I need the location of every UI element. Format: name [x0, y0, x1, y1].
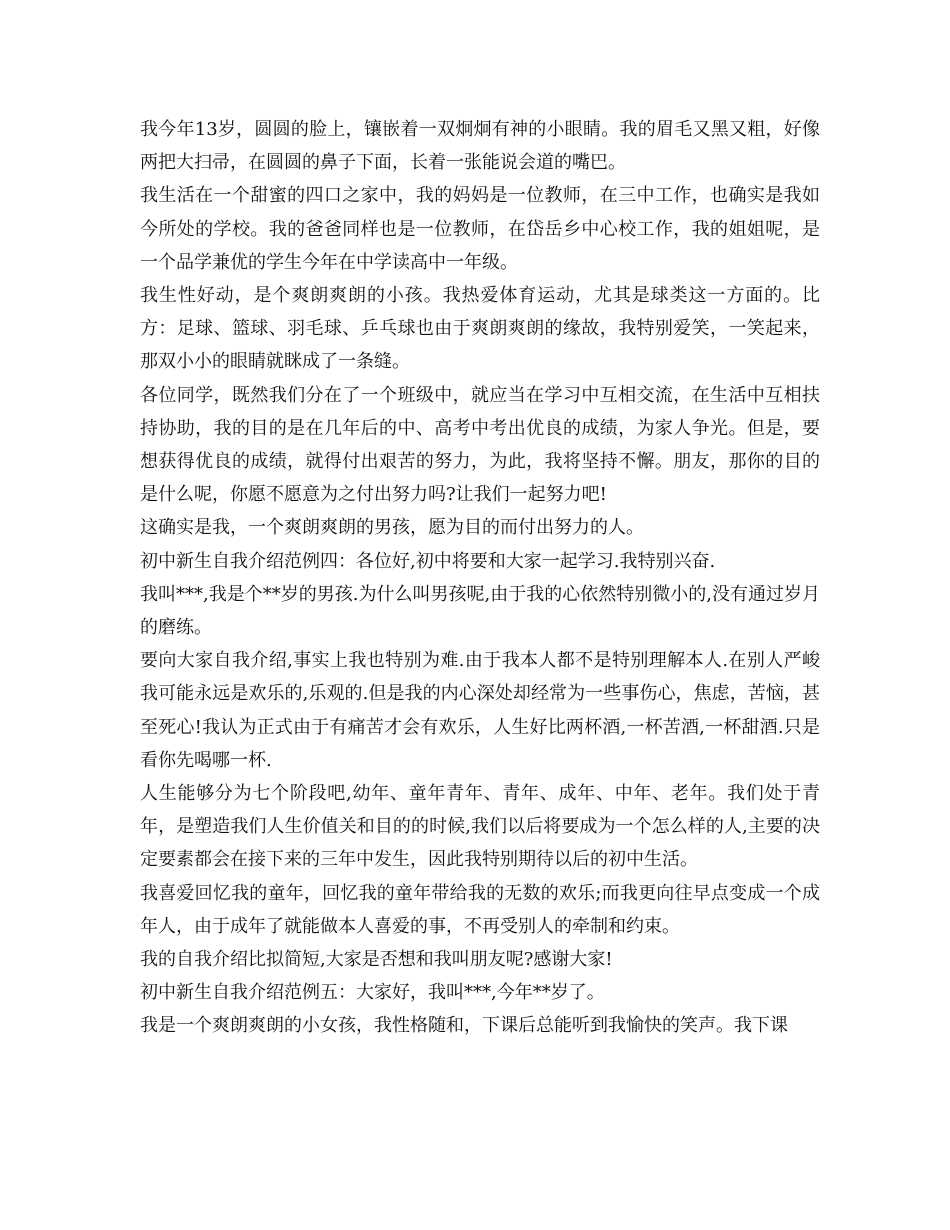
paragraph-1: 我今年13岁，圆圆的脸上，镶嵌着一双炯炯有神的小眼睛。我的眉毛又黑又粗，好像两把大扫帚，在圆圆的鼻子下面，长着一张能说会道的嘴巴。	[140, 119, 820, 174]
paragraph-11: 我的自我介绍比拟简短,大家是否想和我叫朋友呢?感谢大家!	[140, 949, 613, 971]
paragraph-2: 我生活在一个甜蜜的四口之家中，我的妈妈是一位教师，在三中工作，也确实是我如今所处的学校。我的爸爸同样也是一位教师，在岱岳乡中心校工作，我的姐姐呢，是一个品学兼优的学生今年在中学读高中一年级。	[140, 185, 820, 273]
paragraph-12: 初中新生自我介绍范例五：大家好，我叫***,今年**岁了。	[140, 982, 605, 1004]
paragraph-4: 各位同学，既然我们分在了一个班级中，就应当在学习中互相交流，在生活中互相扶持协助，我的目的是在几年后的中、高考中考出优良的成绩，为家人争光。但是，要想获得优良的成绩，就得付出艰苦的努力，为此，我将坚持不懈。朋友，那你的目的是什么呢，你愿不愿意为之付出努力吗?让我们一起努力吧!	[140, 384, 820, 506]
paragraph-9: 人生能够分为七个阶段吧,幼年、童年青年、青年、成年、中年、老年。我们处于青年，是塑造我们人生价值关和目的的时候,我们以后将要成为一个怎么样的人,主要的决定要素都会在接下来的三年中发生，因此我特别期待以后的初中生活。	[140, 783, 820, 871]
paragraph-3: 我生性好动，是个爽朗爽朗的小孩。我热爱体育运动，尤其是球类这一方面的。比方：足球、篮球、羽毛球、乒乓球也由于爽朗爽朗的缘故，我特别爱笑，一笑起来，那双小小的眼睛就眯成了一条缝。	[140, 285, 820, 373]
document-body	[140, 113, 820, 1043]
paragraph-7: 我叫***,我是个**岁的男孩.为什么叫男孩呢,由于我的心依然特别微小的,没有通过岁月的磨练。	[140, 583, 820, 639]
paragraph-6: 初中新生自我介绍范例四：各位好,初中将要和大家一起学习.我特别兴奋.	[140, 550, 716, 572]
paragraph-10: 我喜爱回忆我的童年，回忆我的童年带给我的无数的欢乐;而我更向往早点变成一个成年人，由于成年了就能做本人喜爱的事，不再受别人的牵制和约束。	[140, 882, 820, 937]
paragraph-13: 我是一个爽朗爽朗的小女孩，我性格随和，下课后总能听到我愉快的笑声。我下课	[140, 1015, 788, 1037]
paragraph-8: 要向大家自我介绍,事实上我也特别为难.由于我本人都不是特别理解本人.在别人严峻我可能永远是欢乐的,乐观的.但是我的内心深处却经常为一些事伤心，焦虑，苦恼，甚至死心!我认为正式由于有痛苦才会有欢乐，人生好比两杯酒,一杯苦酒,一杯甜酒.只是看你先喝哪一杯.	[140, 650, 820, 771]
paragraph-5: 这确实是我，一个爽朗爽朗的男孩，愿为目的而付出努力的人。	[140, 517, 644, 539]
